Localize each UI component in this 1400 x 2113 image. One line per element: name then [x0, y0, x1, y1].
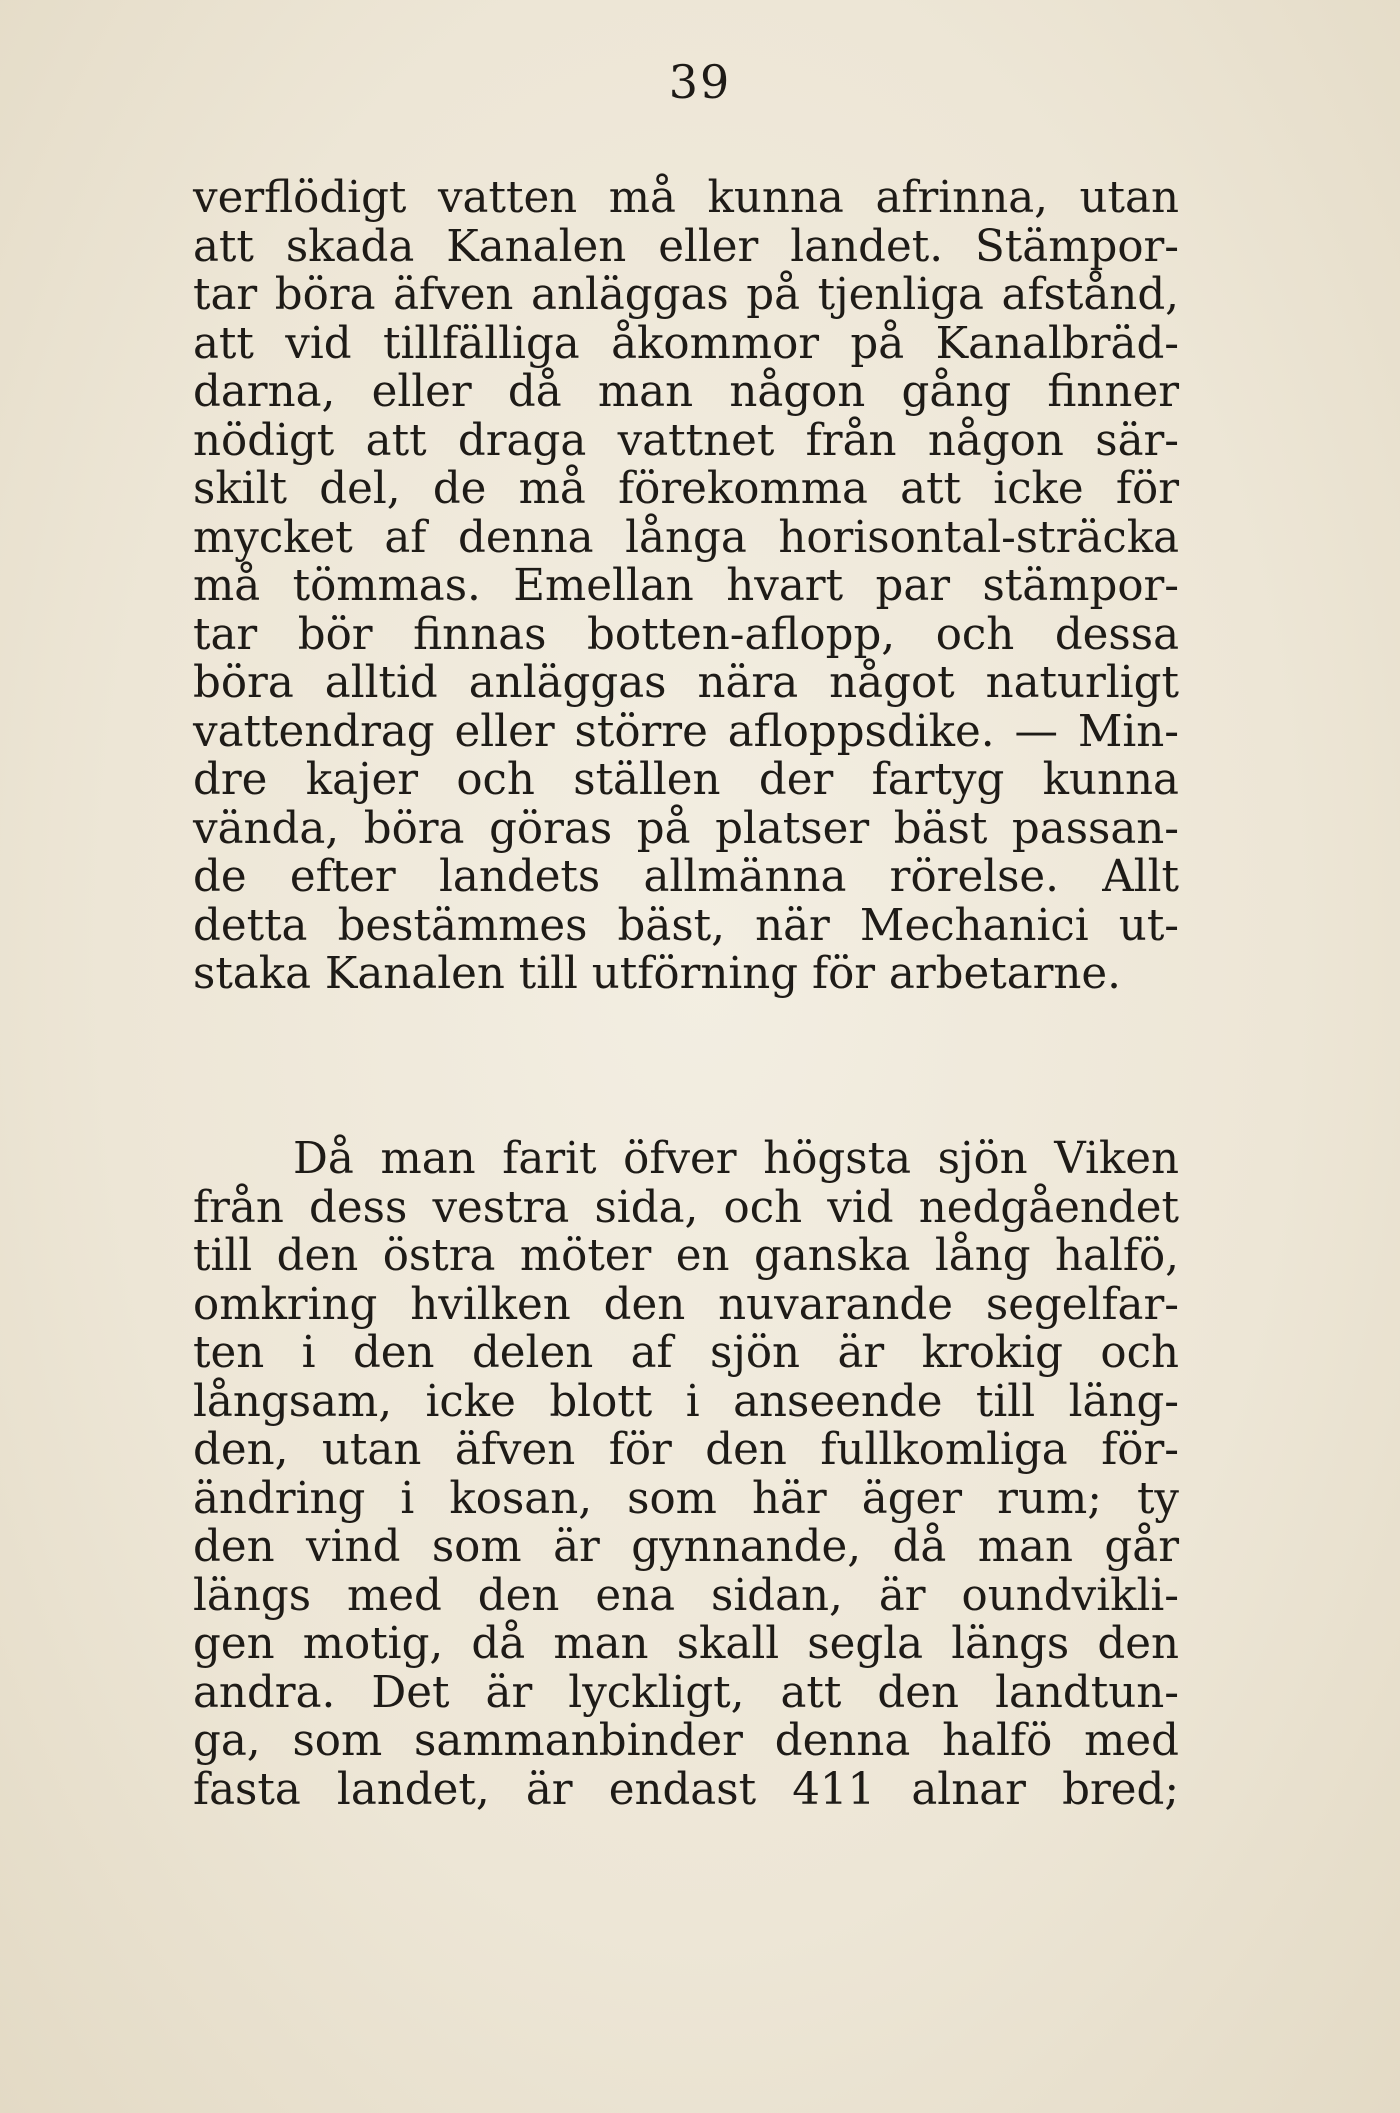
text-line: att vid tillfälliga åkommor på Kanalbräd- — [193, 318, 1179, 369]
text-line: omkring hvilken den nuvarande segelfar- — [193, 1279, 1179, 1330]
text-line: tar böra äfven anläggas på tjenliga afstånd, — [193, 270, 1179, 320]
text-line: den vind som är gynnande, då man går — [193, 1522, 1179, 1572]
text-line: darna, eller då man någon gång finner — [193, 367, 1179, 417]
text-line: böra alltid anläggas nära något naturligt — [193, 658, 1179, 708]
text-line: ten i den delen af sjön är krokig och — [193, 1328, 1179, 1378]
text-line: dre kajer och ställen der fartyg kunna — [193, 755, 1179, 805]
text-line: den, utan äfven för den fullkomliga för- — [193, 1425, 1179, 1475]
text-line: vända, böra göras på platser bäst passan- — [193, 803, 1179, 854]
text-line: verflödigt vatten må kunna afrinna, utan — [193, 173, 1179, 223]
paragraph-2 — [193, 1135, 1179, 1814]
text-line: de efter landets allmänna rörelse. Allt — [193, 852, 1179, 902]
text-line: Då man farit öfver högsta sjön Viken — [293, 1134, 1179, 1184]
paragraph-1 — [193, 174, 1179, 999]
text-line: må tömmas. Emellan hvart par stämpor- — [193, 561, 1179, 611]
text-line: längs med den ena sidan, är oundvikli- — [193, 1570, 1179, 1621]
text-line: skilt del, de må förekomma att icke för — [193, 464, 1179, 514]
text-line: ändring i kosan, som här äger rum; ty — [193, 1473, 1179, 1524]
text-line: ga, som sammanbinder denna halfö med — [193, 1716, 1179, 1766]
text-line: andra. Det är lyckligt, att den landtun- — [193, 1667, 1179, 1718]
text-line: tar bör finnas botten-aflopp, och dessa — [193, 609, 1179, 660]
text-line: nödigt att draga vattnet från någon sär- — [193, 415, 1179, 466]
text-line: staka Kanalen till utförning för arbetarne. — [193, 949, 1122, 999]
text-line: från dess vestra sida, och vid nedgåendet — [193, 1182, 1179, 1233]
text-line: att skada Kanalen eller landet. Stämpor- — [193, 221, 1179, 272]
text-line: fasta landet, är endast 411 alnar bred; — [193, 1764, 1179, 1815]
text-line: detta bestämmes bäst, när Mechanici ut- — [193, 900, 1179, 951]
page-number: 39 — [668, 55, 732, 109]
text-line: till den östra möter en ganska lång halfö, — [193, 1231, 1179, 1281]
text-line: mycket af denna långa horisontal-sträcka — [193, 512, 1179, 563]
text-line: gen motig, då man skall segla längs den — [193, 1619, 1179, 1669]
text-line: långsam, icke blott i anseende till läng- — [193, 1376, 1179, 1427]
text-line: vattendrag eller större afloppsdike. — Min- — [193, 706, 1179, 757]
